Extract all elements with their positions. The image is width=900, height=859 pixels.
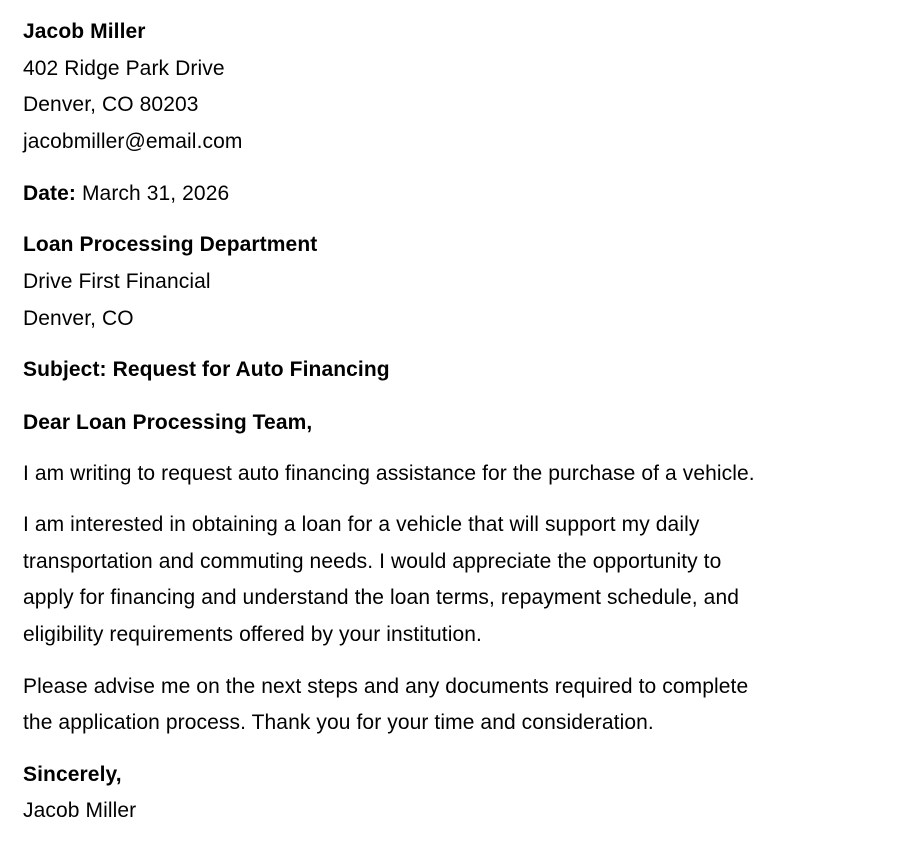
recipient-department: Loan Processing Department — [23, 233, 318, 256]
body-paragraph-2-line-4: eligibility requirements offered by your institution. — [23, 623, 482, 646]
body-paragraph-3-line-1: Please advise me on the next steps and any documents required to complete — [23, 675, 749, 698]
recipient-company: Drive First Financial — [23, 270, 211, 293]
date-value: March 31, 2026 — [76, 182, 230, 205]
sender-street: 402 Ridge Park Drive — [23, 57, 225, 80]
body-paragraph-2-line-3: apply for financing and understand the loan terms, repayment schedule, and — [23, 586, 740, 609]
body-paragraph-1-line-1: I am writing to request auto financing assistance for the purchase of a vehicle. — [23, 462, 755, 485]
closing: Sincerely, — [23, 763, 122, 786]
recipient-city: Denver, CO — [23, 307, 134, 330]
signature: Jacob Miller — [23, 799, 137, 822]
date-line — [23, 181, 229, 207]
body-paragraph-2-line-2: transportation and commuting needs. I would appreciate the opportunity to — [23, 550, 722, 573]
sender-name: Jacob Miller — [23, 20, 146, 43]
salutation: Dear Loan Processing Team, — [23, 411, 313, 434]
sender-email: jacobmiller@email.com — [23, 130, 243, 153]
body-paragraph-3-line-2: the application process. Thank you for your time and consideration. — [23, 711, 654, 734]
subject-line: Subject: Request for Auto Financing — [23, 358, 390, 381]
sender-city: Denver, CO 80203 — [23, 93, 199, 116]
date-label: Date: — [23, 182, 77, 205]
body-paragraph-2-line-1: I am interested in obtaining a loan for a vehicle that will support my daily — [23, 513, 700, 536]
